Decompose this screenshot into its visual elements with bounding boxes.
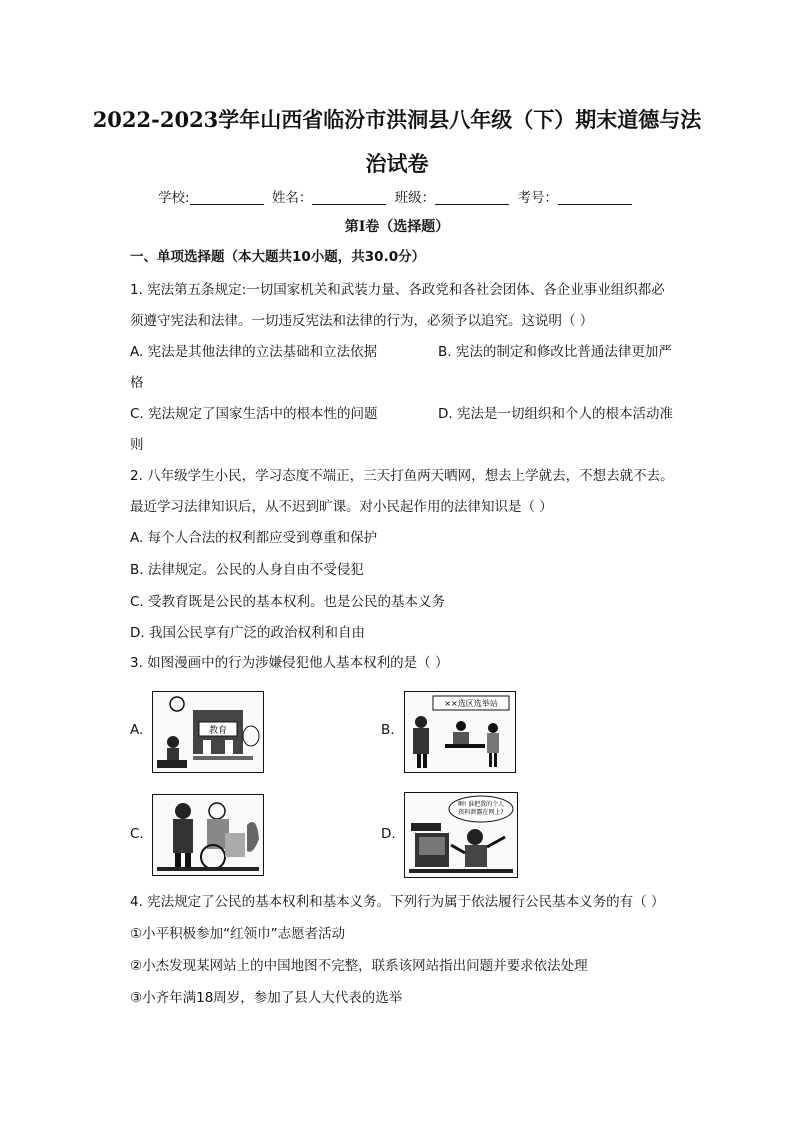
q3-option-a-image [152,691,264,773]
q1-stem-line2: 须遵守宪法和法律。一切违反宪法和法律的行为，必须予以追究。这说明（ ） [130,313,594,329]
img-a-caption: 教育 [208,726,228,736]
q2-option-c: C. 受教育既是公民的基本权利。也是公民的基本义务 [130,594,446,610]
q4-item-3: ③小齐年满18周岁，参加了县人大代表的选举 [130,990,403,1006]
img-b-caption: ××选区选举站 [444,699,498,708]
q1-option-d-wrap: 则 [130,437,144,453]
q1-stem-line1: 1. 宪法第五条规定:一切国家机关和武装力量、各政党和各社会团体、各企业事业组织都必 [130,282,665,298]
q3-stem: 3. 如图漫画中的行为涉嫌侵犯他人基本权利的是（ ） [130,655,449,671]
class-label: 班级： [394,190,436,206]
exam-title [60,98,734,186]
section-title: 第Ⅰ卷（选择题） [344,219,450,235]
q1-option-b: B. 宪法的制定和修改比普通法律更加严 [438,344,672,360]
q1-option-d: D. 宪法是一切组织和个人的根本活动准 [438,406,673,422]
number-blank[interactable] [558,190,632,205]
part-heading: 一、单项选择题（本大题共10小题，共30.0分） [130,249,426,265]
q3-option-b-image [404,691,516,773]
exam-title-line1: 2022-2023学年山西省临汾市洪洞县八年级（下）期末道德与法 [92,107,702,132]
q2-stem-line1: 2. 八年级学生小民，学习态度不端正，三天打鱼两天晒网，想去上学就去，不想去就不去。 [130,468,674,484]
q1-option-c: C. 宪法规定了国家生活中的根本性的问题 [130,406,378,422]
q1-option-b-wrap: 格 [130,375,144,391]
img-d-caption-1: 啊! 谁把我的个人 [457,801,505,808]
q3-option-c-label: C. [130,826,144,842]
q2-option-d: D. 我国公民享有广泛的政治权利和自由 [130,625,365,641]
img-d-caption-2: 资料泄露在网上? [458,809,504,816]
number-label: 考号： [517,190,558,206]
name-blank[interactable] [312,190,386,205]
class-blank[interactable] [435,190,509,205]
q3-option-b-label: B. [381,722,395,738]
exam-title-line2: 治试卷 [365,151,429,176]
q2-stem-line2: 最近学习法律知识后，从不迟到旷课。对小民起作用的法律知识是（ ） [130,499,553,515]
q3-option-d-label: D. [381,826,396,842]
q2-option-a: A. 每个人合法的权利都应受到尊重和保护 [130,530,378,546]
name-label: 姓名： [271,190,313,206]
q4-item-2: ②小杰发现某网站上的中国地图不完整，联系该网站指出问题并要求依法处理 [130,958,588,974]
q3-option-c-image [152,794,264,876]
q4-stem: 4. 宪法规定了公民的基本权利和基本义务。下列行为属于依法履行公民基本义务的有（ ） [130,894,665,910]
school-blank[interactable] [190,190,264,205]
q3-option-d-image [404,792,518,878]
q2-option-b: B. 法律规定。公民的人身自由不受侵犯 [130,562,364,578]
q4-item-1: ①小平积极参加“红领巾”志愿者活动 [130,926,346,942]
student-info [0,186,794,206]
q3-option-a-label: A. [130,722,144,738]
q1-option-a: A. 宪法是其他法律的立法基础和立法依据 [130,344,378,360]
school-label: 学校: [158,190,190,206]
